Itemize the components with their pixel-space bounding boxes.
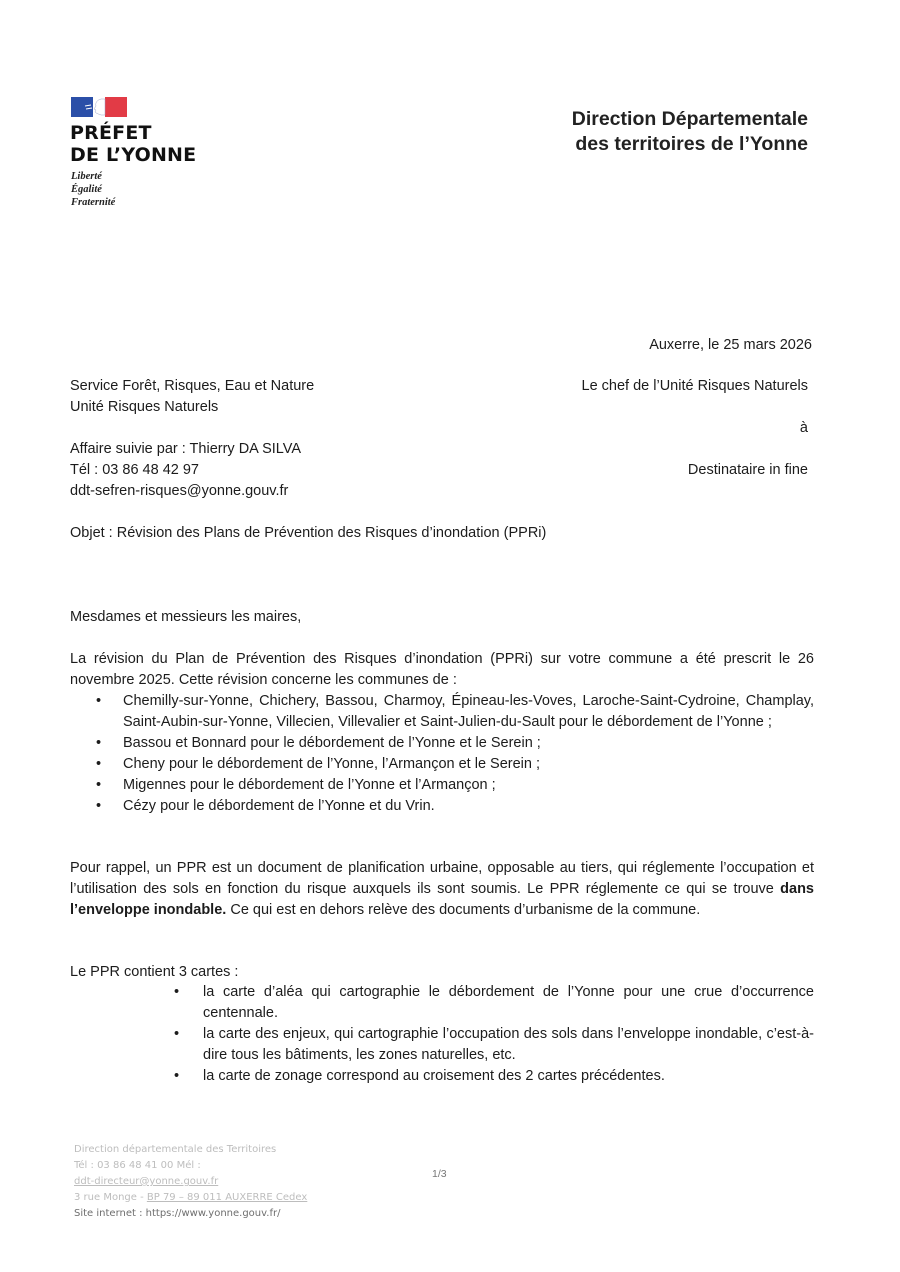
- reminder-text-start: Pour rappel, un PPR est un document de planification urbaine, opposable au tiers, qui réglemente l’occupation et l’utilisation des sols en fonction du risque auxquels ils sont soumis. Le PPR réglemente ce qui se trouve: [70, 860, 814, 897]
- republic-motto: [71, 170, 115, 209]
- list-item: [70, 733, 814, 754]
- footer-street: 3 rue Monge -: [74, 1192, 147, 1203]
- to-word: à: [799, 420, 808, 436]
- motto-egalite: Égalité: [71, 184, 102, 195]
- contact-block: [70, 439, 301, 502]
- bullet-icon: •: [96, 735, 102, 751]
- maps-list: [150, 982, 814, 1087]
- sender-unit: Unité Risques Naturels: [70, 399, 219, 415]
- list-item-text: la carte des enjeux, qui cartographie l’occupation des sols dans l’enveloppe inondable, c’est-à-dire tous les bâtiments, les zones naturelles, etc.: [203, 1026, 814, 1063]
- list-item-text: la carte de zonage correspond au croisement des 2 cartes précédentes.: [203, 1068, 665, 1084]
- list-item-text: Bassou et Bonnard pour le débordement de l’Yonne et le Serein ;: [123, 735, 541, 751]
- footer-line-address: [74, 1190, 307, 1206]
- bullet-icon: •: [174, 1026, 180, 1042]
- department-header: [572, 107, 808, 157]
- paragraph-intro: La révision du Plan de Prévention des Risques d’inondation (PPRi) sur votre commune a été prescrit le 26 novembre 2025. Cette révision concerne les communes de :: [70, 651, 814, 688]
- reminder-text-end: Ce qui est en dehors relève des documents d’urbanisme de la commune.: [226, 902, 701, 918]
- footer-email-link[interactable]: ddt-directeur@yonne.gouv.fr: [74, 1176, 219, 1187]
- list-item: [150, 1066, 814, 1087]
- list-item-text: Migennes pour le débordement de l’Yonne et l’Armançon ;: [123, 777, 496, 793]
- from-title: Le chef de l’Unité Risques Naturels: [581, 378, 808, 394]
- email-address[interactable]: ddt-sefren-risques@yonne.gouv.fr: [70, 483, 289, 499]
- bullet-icon: •: [96, 693, 102, 709]
- list-item: [150, 1024, 814, 1066]
- sender-service: Service Forêt, Risques, Eau et Nature: [70, 378, 315, 394]
- bullet-icon: •: [174, 1068, 180, 1084]
- subject-line: Objet : Révision des Plans de Prévention des Risques d’inondation (PPRi): [70, 525, 547, 541]
- motto-fraternite: Fraternité: [71, 197, 116, 208]
- department-line1: Direction Départementale: [571, 108, 808, 130]
- place-date: Auxerre, le 25 mars 2026: [649, 337, 812, 353]
- bullet-icon: •: [96, 777, 102, 793]
- prefet-title-line2: DE L’YONNE: [70, 144, 197, 166]
- prefet-title-line1: PRÉFET: [70, 122, 152, 144]
- department-line2: des territoires de l’Yonne: [575, 133, 808, 155]
- list-item: [70, 691, 814, 733]
- list-item: [70, 796, 814, 817]
- phone-number: Tél : 03 86 48 42 97: [70, 462, 199, 478]
- motto-liberte: Liberté: [71, 171, 102, 182]
- footer-website[interactable]: Site internet : https://www.yonne.gouv.fr/: [74, 1208, 281, 1219]
- bullet-icon: •: [96, 756, 102, 772]
- footer-address: [74, 1142, 307, 1222]
- reminder-bold: dans l’enveloppe inondable.: [70, 881, 814, 918]
- footer-line-ddt: Direction départementale des Territoires: [74, 1144, 277, 1155]
- list-item: [70, 775, 814, 796]
- salutation: Mesdames et messieurs les maires,: [70, 609, 302, 625]
- marianne-flag-icon: [71, 97, 127, 117]
- footer-line-phone: Tél : 03 86 48 41 00 Mél :: [74, 1160, 201, 1171]
- list-item-text: Chemilly-sur-Yonne, Chichery, Bassou, Charmoy, Épineau-les-Voves, Laroche-Saint-Cydroine, Champlay, Saint-Aubin-sur-Yonne, Villecien, Villevalier et Saint-Julien-du-Sault pour le débordement de l’Yonne ;: [123, 693, 814, 730]
- sender-service-block: [70, 376, 314, 418]
- followed-by: Affaire suivie par : Thierry DA SILVA: [70, 441, 302, 457]
- paragraph-maps-intro: Le PPR contient 3 cartes :: [70, 964, 239, 980]
- list-item: [70, 754, 814, 775]
- page-number: 1/3: [432, 1168, 447, 1180]
- list-item: [150, 982, 814, 1024]
- bullet-icon: •: [174, 984, 180, 1000]
- prefet-title: [70, 122, 196, 166]
- recipient: Destinataire in fine: [687, 462, 808, 478]
- footer-postal-link[interactable]: BP 79 – 89 011 AUXERRE Cedex: [146, 1192, 308, 1203]
- list-item-text: Cheny pour le débordement de l’Yonne, l’Armançon et le Serein ;: [123, 756, 541, 772]
- bullet-icon: •: [96, 798, 102, 814]
- communes-list: [70, 691, 814, 817]
- list-item-text: la carte d’aléa qui cartographie le débordement de l’Yonne pour une crue d’occurrence centennale.: [203, 984, 814, 1021]
- paragraph-reminder: [70, 858, 814, 921]
- list-item-text: Cézy pour le débordement de l’Yonne et du Vrin.: [123, 798, 435, 814]
